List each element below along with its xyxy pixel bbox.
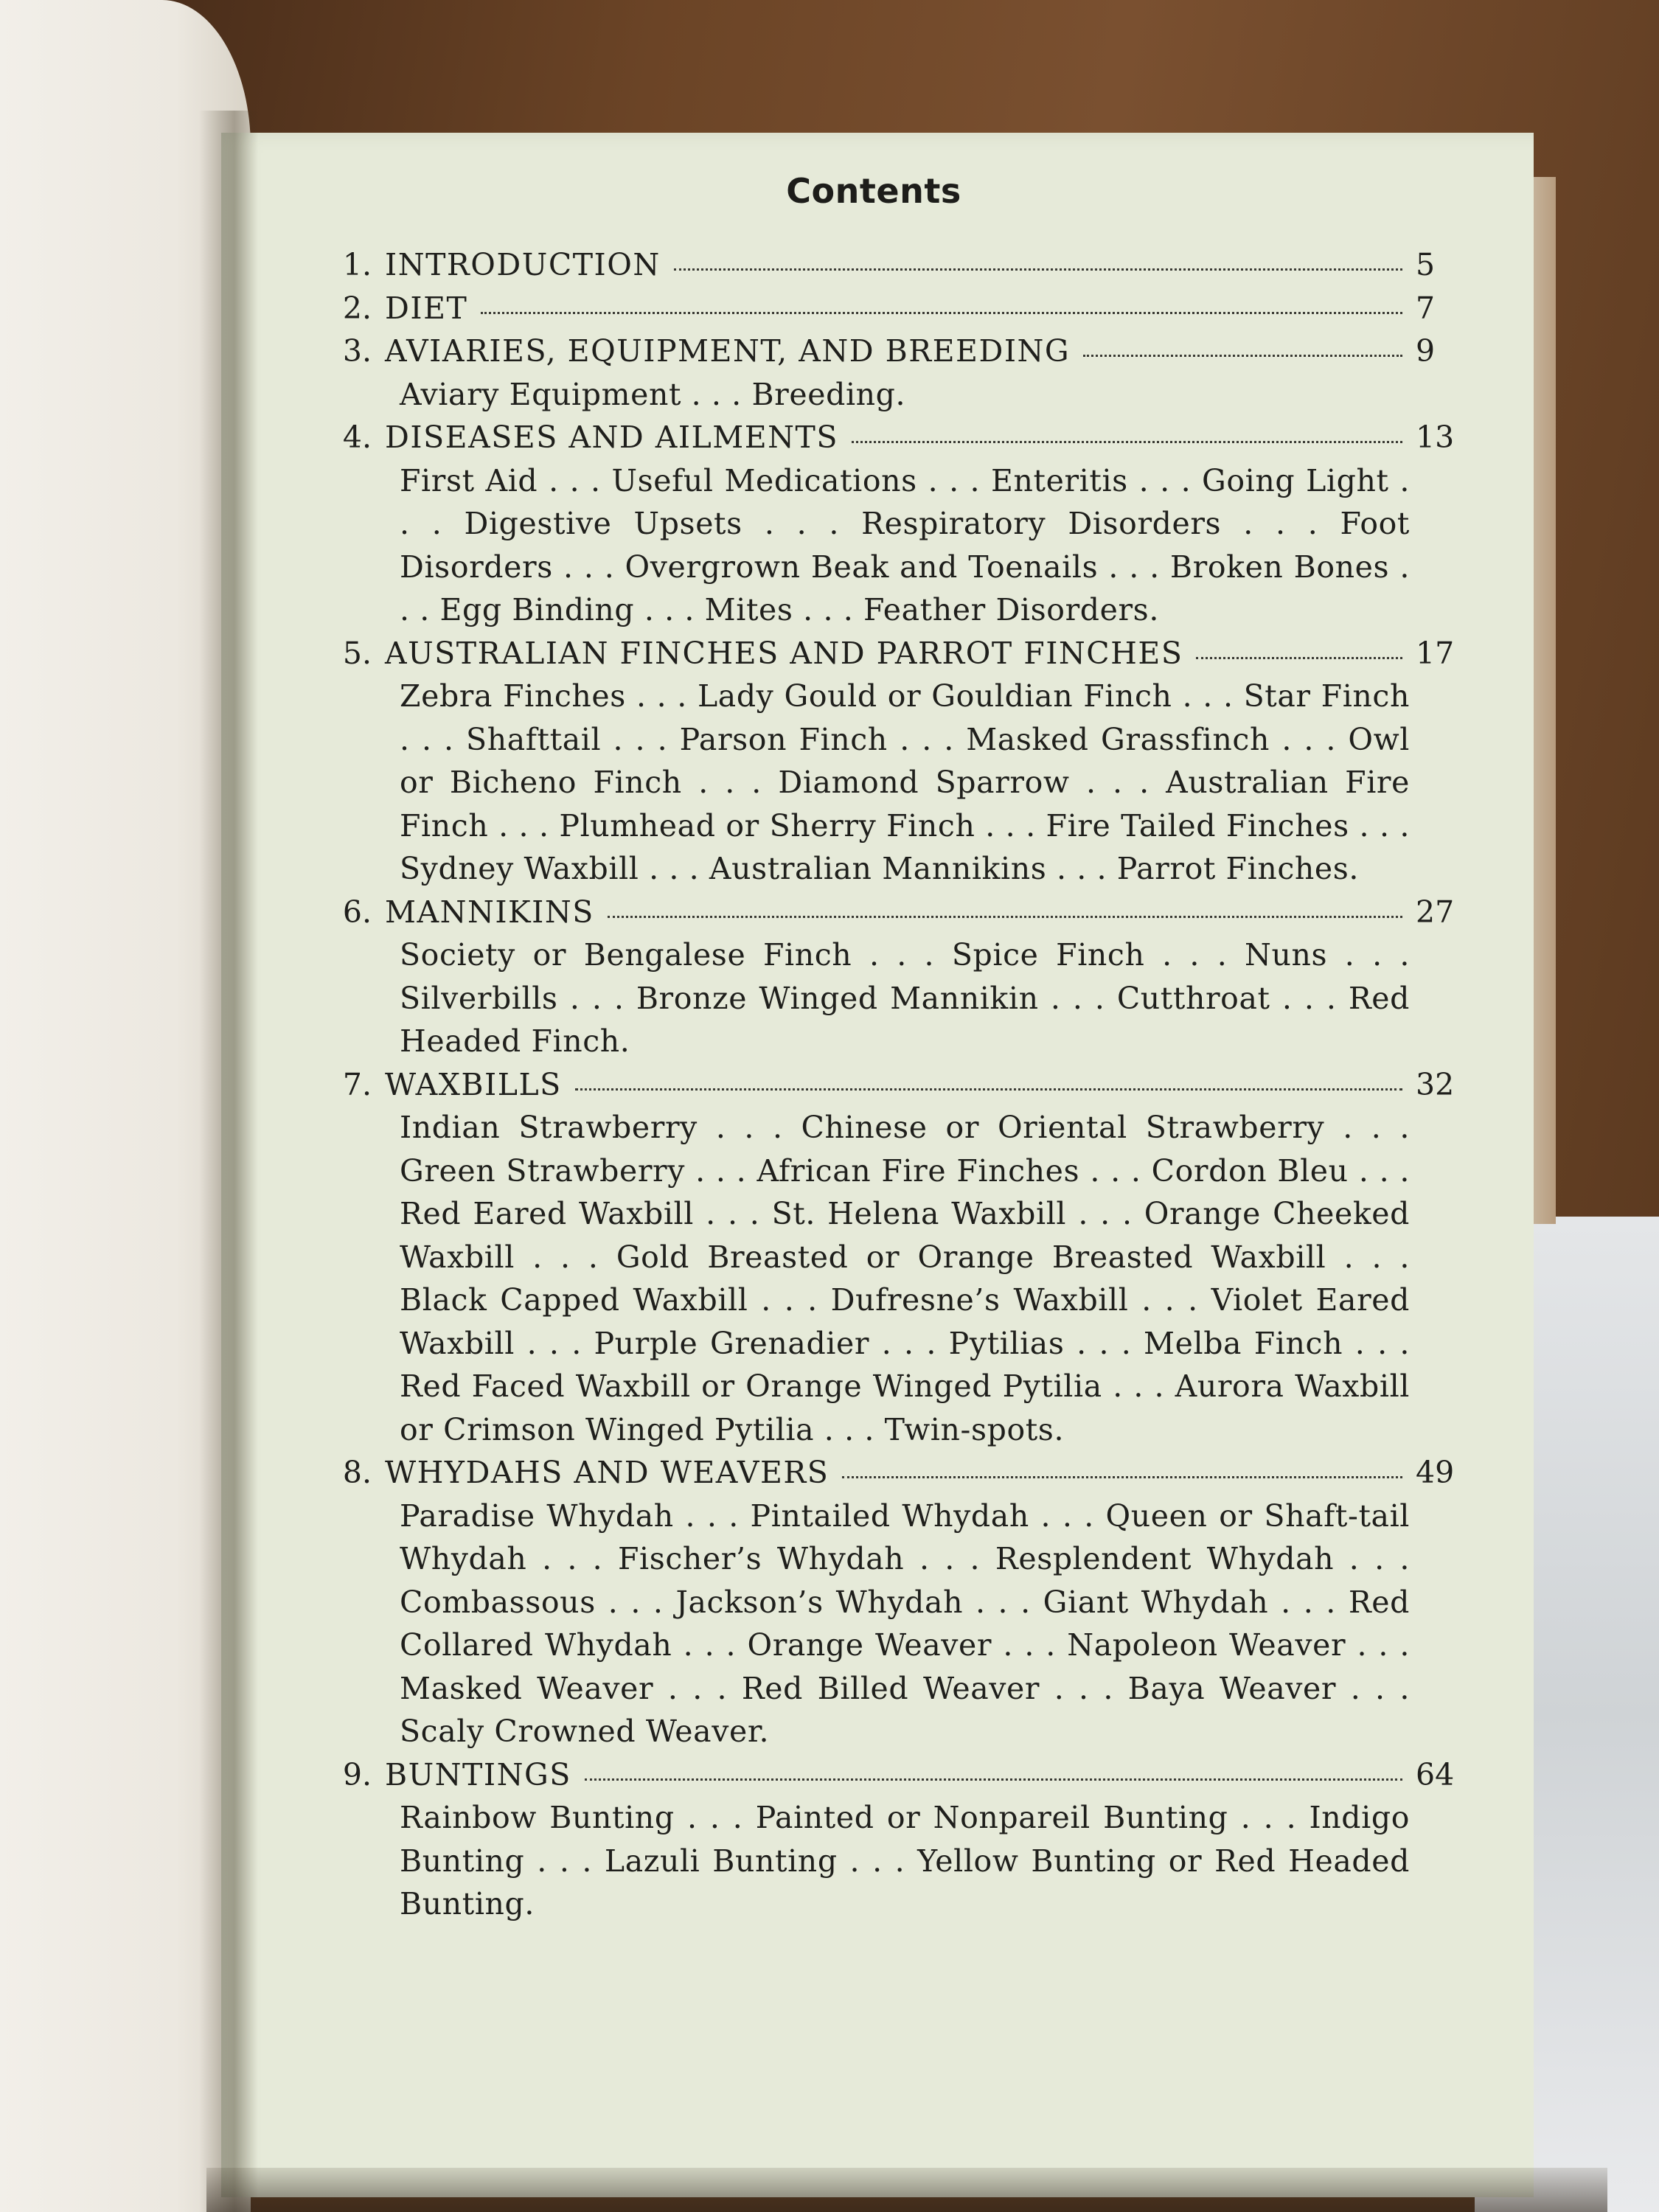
chapter-number: 7. bbox=[342, 1066, 372, 1102]
book-gutter bbox=[199, 111, 258, 2212]
toc-entry-7 bbox=[317, 1063, 1467, 1452]
dot-leader bbox=[481, 312, 1402, 314]
dot-leader bbox=[1083, 355, 1402, 357]
page-number: 13 bbox=[1416, 420, 1455, 455]
chapter-heading: WHYDAHS AND WEAVERS bbox=[385, 1455, 830, 1490]
dot-leader bbox=[608, 916, 1402, 918]
chapter-subtopics: First Aid . . . Useful Medications . . . Enteritis . . . Going Light . . . Digestive Upsets . . . Respiratory Disorders . . . Foot Disorders . . . Overgrown Beak and Toenails . . . Broken Bones . . . Egg Binding . . . Mites . . . Feather Disorders. bbox=[400, 462, 1410, 627]
toc-entry-3 bbox=[317, 330, 1467, 416]
chapter-number: 1. bbox=[342, 247, 372, 282]
table-of-contents bbox=[317, 243, 1467, 1926]
chapter-subtopics: Society or Bengalese Finch . . . Spice Finch . . . Nuns . . . Silverbills . . . Bronze Winged Mannikin . . . Cutthroat . . . Red Headed Finch. bbox=[400, 937, 1410, 1059]
chapter-heading: INTRODUCTION bbox=[385, 247, 661, 282]
chapter-number: 8. bbox=[342, 1455, 372, 1490]
page-number: 5 bbox=[1416, 247, 1436, 282]
page-number: 49 bbox=[1416, 1455, 1455, 1490]
chapter-heading: AUSTRALIAN FINCHES AND PARROT FINCHES bbox=[385, 635, 1183, 671]
chapter-number: 3. bbox=[342, 333, 372, 369]
dot-leader bbox=[575, 1088, 1402, 1091]
chapter-subtopics: Rainbow Bunting . . . Painted or Nonpareil Bunting . . . Indigo Bunting . . . Lazuli Bunting . . . Yellow Bunting or Red Headed Bunting. bbox=[400, 1800, 1410, 1921]
dot-leader bbox=[842, 1476, 1402, 1478]
chapter-number: 2. bbox=[342, 290, 372, 326]
dot-leader bbox=[1196, 657, 1402, 659]
chapter-subtopics: Aviary Equipment . . . Breeding. bbox=[400, 376, 906, 412]
page-number: 7 bbox=[1416, 290, 1436, 326]
chapter-subtopics: Indian Strawberry . . . Chinese or Oriental Strawberry . . . Green Strawberry . . . African Fire Finches . . . Cordon Bleu . . . Red Eared Waxbill . . . St. Helena Waxbill . . . Orange Cheeked Waxbill . . . Gold Breasted or Orange Breasted Waxbill . . . Black Capped Waxbill . . . Dufresne’s Waxbill . . . Violet Eared Waxbill . . . Purple Grenadier . . . Pytilias . . . Melba Finch . . . Red Faced Waxbill or Orange Winged Pytilia . . . Aurora Waxbill or Crimson Winged Pytilia . . . Twin-spots. bbox=[400, 1110, 1410, 1447]
toc-entry-5 bbox=[317, 632, 1467, 891]
chapter-subtopics: Zebra Finches . . . Lady Gould or Gouldian Finch . . . Star Finch . . . Shafttail . . . Parson Finch . . . Masked Grassfinch . . . Owl or Bicheno Finch . . . Diamond Sparrow . . . Australian Fire Finch . . . Plumhead or Sherry Finch . . . Fire Tailed Finches . . . Sydney Waxbill . . . Australian Mannikins . . . Parrot Finches. bbox=[400, 678, 1410, 886]
chapter-heading: BUNTINGS bbox=[385, 1756, 571, 1792]
chapter-number: 4. bbox=[342, 420, 372, 455]
toc-entry-1 bbox=[317, 243, 1467, 287]
chapter-heading: DISEASES AND AILMENTS bbox=[385, 420, 838, 455]
chapter-number: 5. bbox=[342, 635, 372, 671]
dot-leader bbox=[674, 268, 1402, 271]
toc-entry-4 bbox=[317, 416, 1467, 632]
chapter-subtopics: Paradise Whydah . . . Pintailed Whydah . . . Queen or Shaft-tail Whydah . . . Fischer’s Whydah . . . Resplendent Whydah . . . Combassous . . . Jackson’s Whydah . . . Giant Whydah . . . Red Collared Whydah . . . Orange Weaver . . . Napoleon Weaver . . . Masked Weaver . . . Red Billed Weaver . . . Baya Weaver . . . Scaly Crowned Weaver. bbox=[400, 1498, 1410, 1749]
toc-entry-8 bbox=[317, 1451, 1467, 1753]
page-number: 9 bbox=[1416, 333, 1436, 369]
page-number: 17 bbox=[1416, 635, 1455, 671]
page-title: Contents bbox=[786, 171, 961, 211]
page-number: 27 bbox=[1416, 894, 1455, 930]
chapter-heading: MANNIKINS bbox=[385, 894, 594, 930]
page-bottom-shadow bbox=[206, 2168, 1607, 2212]
dot-leader bbox=[585, 1778, 1402, 1781]
chapter-heading: WAXBILLS bbox=[385, 1066, 562, 1102]
chapter-number: 6. bbox=[342, 894, 372, 930]
page-number: 64 bbox=[1416, 1756, 1455, 1792]
toc-entry-6 bbox=[317, 891, 1467, 1063]
chapter-number: 9. bbox=[342, 1756, 372, 1792]
page-number: 32 bbox=[1416, 1066, 1455, 1102]
dot-leader bbox=[852, 441, 1402, 443]
chapter-heading: AVIARIES, EQUIPMENT, AND BREEDING bbox=[385, 333, 1071, 369]
toc-entry-9 bbox=[317, 1753, 1467, 1926]
chapter-heading: DIET bbox=[385, 290, 468, 326]
toc-entry-2 bbox=[317, 287, 1467, 330]
